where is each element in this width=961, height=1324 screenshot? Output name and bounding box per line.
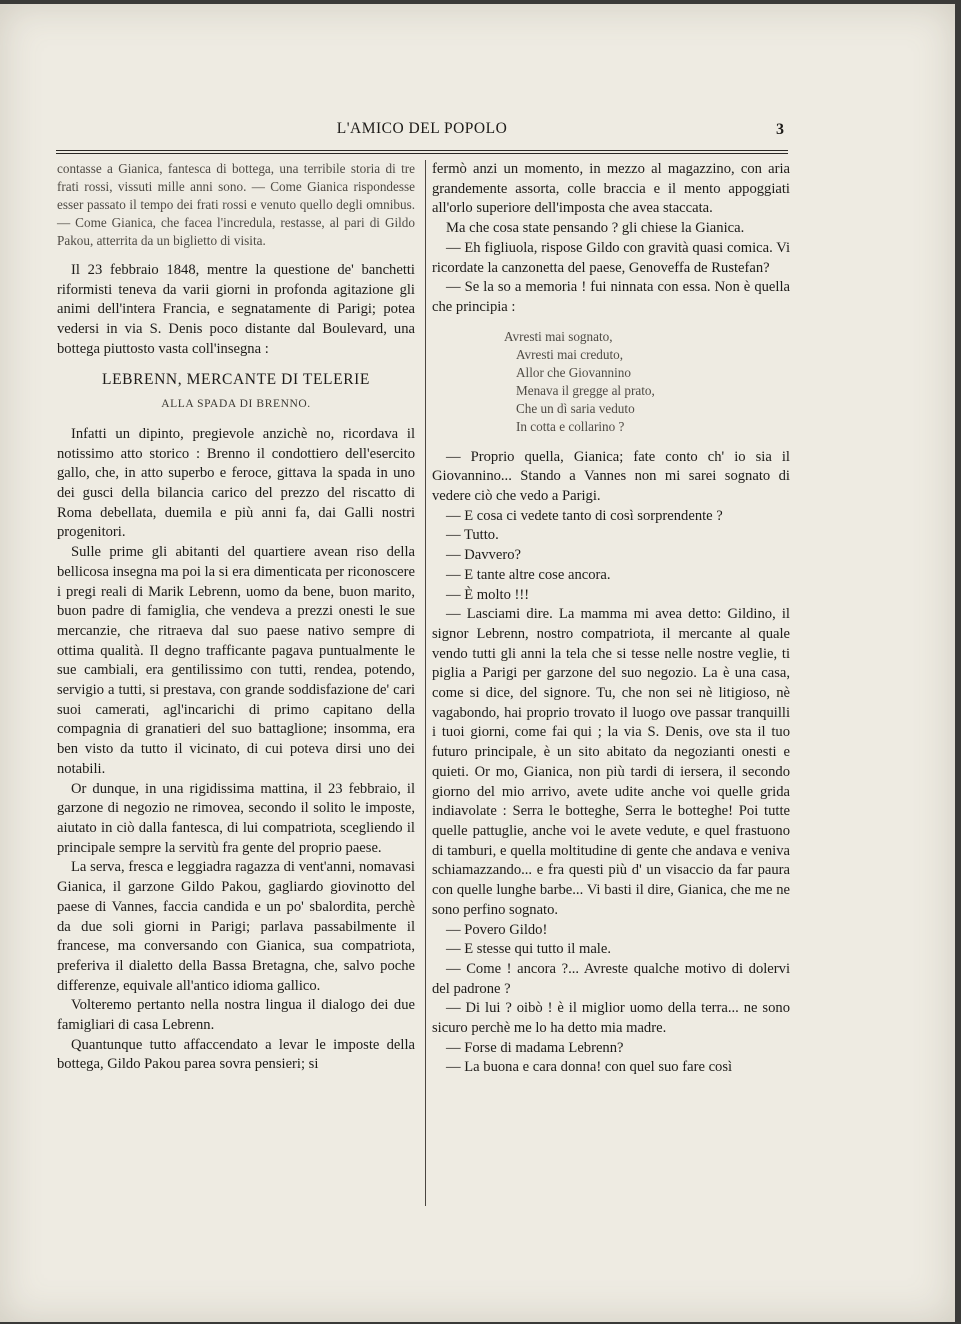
right-column: [432, 160, 790, 1078]
verse-line: Allor che Giovannino: [516, 364, 631, 380]
paragraph: — Proprio quella, Gianica; fate conto ch' io sia il Giovannino... Stando a Vannes non mi sarei sognato di vedere ciò che vedo a Parigi.: [432, 448, 790, 505]
verse-line: Avresti mai creduto,: [516, 346, 624, 362]
paragraph: — Di lui ? oibò ! è il miglior uomo della terra... ne sono sicuro perchè me lo ha detto mia madre.: [432, 1000, 790, 1037]
page-header: [56, 116, 788, 146]
paragraph: — La buona e cara donna! con quel suo fare così: [446, 1059, 733, 1076]
page-number: 3: [776, 121, 784, 138]
verse-line: In cotta e collarino ?: [516, 418, 625, 434]
paragraph: Sulle prime gli abitanti del quartiere avean riso della bellicosa insegna ma poi la si era dimenticata per riconoscere i pregi reali di Marik Lebrenn, uomo da bene, buon marito, buon padre di famiglia, che vendeva a prezzi onesti le sue mercanzie, che ritraeva dal suo paese nativo sempre di ottima qualità. Il degno trafficante pagava puntualmente le sue cambiali, era gentilissimo con tutti, rendea, potendo, servigio a tutti, si prestava, con grande soddisfazione de' cari suoi camerati, agl'incarichi di primo capitano della compagnia di granatieri del suo battaglione; insomma, era ben visto da tutto il vicinato, di cui poteva dirsi uno dei notabili.: [57, 544, 415, 777]
paragraph: — Forse di madama Lebrenn?: [446, 1039, 624, 1056]
column-divider: [425, 160, 426, 1206]
paragraph: — E tante altre cose ancora.: [446, 566, 611, 583]
verse-line: Menava il gregge al prato,: [516, 382, 655, 398]
left-body: [57, 261, 415, 1075]
verse-line: Che un dì saria veduto: [516, 400, 635, 416]
paragraph: Ma che cosa state pensando ? gli chiese la Gianica.: [446, 220, 745, 237]
shop-sign-title: LEBRENN, MERCANTE DI TELERIE: [102, 370, 370, 388]
paragraph: — E stesse qui tutto il male.: [446, 941, 611, 958]
song-verse: [504, 328, 790, 436]
paragraph: La serva, fresca e leggiadra ragazza di vent'anni, nomavasi Gianica, il garzone Gildo Pakou, gagliardo giovinotto del paese di Vannes, faccia candida e un po' sbalordita, perchè da due soli giorni in Parigi; parlava passabilmente il francese, ma conversando con Gianica, sua compatriota, preferiva il dialetto della Bassa Bretagna, che, salvo poche differenze, equivale all'antico idioma gallico.: [57, 859, 415, 994]
paragraph: — Eh figliuola, rispose Gildo con gravità quasi comica. Vi ricordate la canzonetta del paese, Genoveffa de Rustefan?: [432, 239, 790, 276]
chapter-summary: [57, 160, 415, 250]
paragraph: Or dunque, in una rigidissima mattina, il 23 febbraio, il garzone di negozio ne rimovea, secondo il solito le imposte, aiutato in ciò dalla fantesca, di lui compatriota, scegliendo il principale sempre la servitù fra gente del proprio paese.: [57, 780, 415, 856]
paragraph: — È molto !!!: [446, 586, 530, 603]
paragraph: Infatti un dipinto, pregievole anzichè no, ricordava il notissimo atto storico : Brenno il condottiero dell'esercito gallo, che, in atto superbo e feroce, gittava la spada in uno dei gusci della bilancia carico del prezzo del riscatto di Roma debellata, duemila e più anni fa, dai Galli nostri progenitori.: [57, 425, 415, 541]
right-body: [432, 160, 790, 1078]
newspaper-page: [0, 4, 955, 1322]
newspaper-title: L'AMICO DEL POPOLO: [336, 120, 508, 137]
paragraph: Quantunque tutto affaccendato a levar le imposte della bottega, Gildo Pakou parea sovra pensieri; si: [57, 1036, 415, 1073]
paragraph: — Tutto.: [446, 527, 499, 544]
paragraph: — Come ! ancora ?... Avreste qualche motivo di dolervi del padrone ?: [432, 960, 790, 997]
left-column: [57, 160, 415, 1075]
header-rule: [56, 150, 788, 154]
paragraph: Volteremo pertanto nella nostra lingua il dialogo dei due famigliari di casa Lebrenn.: [57, 997, 415, 1034]
chapter-summary-text: contasse a Gianica, fantesca di bottega, una terribile storia di tre frati rossi, vissuti mille anni sono. — Come Gianica rispondesse esser passato il tempo dei frati rossi e venuto quello degli omnibus. — Come Gianica, che facea l'incredula, restasse, al pari di Gildo Pakou, atterrita da un biglietto di visita.: [57, 161, 415, 248]
paragraph: — E cosa ci vedete tanto di così sorprendente ?: [446, 507, 723, 524]
verse-line: Avresti mai sognato,: [504, 328, 613, 344]
paragraph: — Davvero?: [446, 547, 521, 564]
paragraph: — Se la so a memoria ! fui ninnata con essa. Non è quella che principia :: [432, 279, 790, 315]
paragraph: Il 23 febbraio 1848, mentre la questione de' banchetti riformisti teneva da varii giorni in profonda agitazione gli animi dell'intera Francia, e segnatamente di Parigi; potea vedersi in via S. Denis poco distante dal Boulevard, una bottega piuttosto vasta coll'insegna :: [57, 262, 415, 357]
paragraph: — Povero Gildo!: [446, 921, 548, 938]
paragraph: fermò anzi un momento, in mezzo al magazzino, con aria grandemente assorta, colle braccia e il mento appoggiati all'orlo superiore dell'imposta che avea staccata.: [432, 161, 790, 217]
paragraph: — Lasciami dire. La mamma mi avea detto: Gildino, il signor Lebrenn, nostro compatriota, il mercante al quale vendo tutti gli anni la tela che si tesse nelle nostre veglie, ti piglia a Parigi per garzone del suo negozio. La è una casa, come si dice, del signore. Tu, che non sei nè litigioso, nè vagabondo, hai proprio trovato il luogo ove passar tranquilli i tuoi giorni, come fai qui ; la via S. Denis, ove sta il tuo futuro principale, è un sito abitato da negozianti onesti e quieti. Or mo, Gianica, non più tardi di iersera, il secondo giorno del mio arrivo, avete udite anche voi quelle grida indiavolate : Serra le botteghe, Serra le botteghe! Poi tutte quelle pattuglie, anche voi le avete vedute, e quel frastuono di tamburi, e quella moltitudine di gente che andava e veniva schiamazzando... e fra questi più d' un visaccio da far paura con quelle lunghe barbe... Vi basti il dire, Gianica, che me ne sono perfino sognato.: [432, 606, 790, 918]
shop-sign-subtitle: ALLA SPADA DI BRENNO.: [161, 398, 311, 411]
